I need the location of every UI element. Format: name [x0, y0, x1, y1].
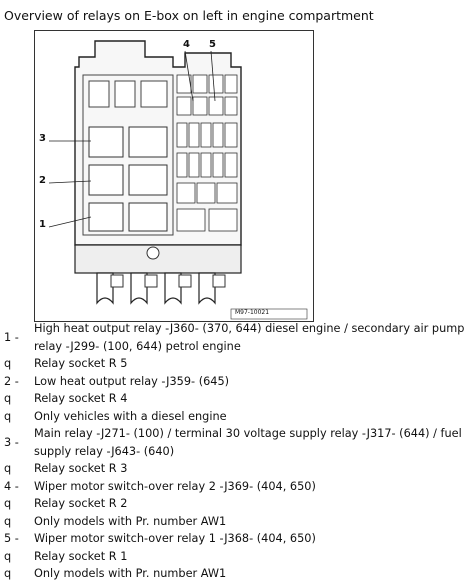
- legend-item: [4, 320, 470, 355]
- callout-5: 5: [209, 39, 216, 50]
- legend-text: Wiper motor switch-over relay 2 -J369- (404, 650): [34, 479, 316, 493]
- legend-text: Only vehicles with a diesel engine: [34, 409, 227, 423]
- legend-item: [4, 355, 470, 373]
- legend-marker: 4 -: [4, 479, 19, 493]
- legend-marker: q: [4, 497, 12, 510]
- legend-item: [4, 390, 470, 408]
- relay-box-diagram: [34, 30, 314, 322]
- legend-text: High heat output relay -J360- (370, 644) diesel engine / secondary air pump relay -J299- (100, 644) petrol engine: [34, 322, 465, 353]
- legend-text: Wiper motor switch-over relay 1 -J368- (404, 650): [34, 532, 316, 545]
- callout-2: 2: [39, 175, 46, 186]
- legend-item: [4, 565, 470, 583]
- legend-text: Only models with Pr. number AW1: [34, 514, 227, 528]
- legend-item: [4, 460, 470, 478]
- legend-marker: q: [4, 357, 12, 370]
- callout-1: 1: [39, 219, 46, 230]
- relay-box-drawing: [35, 31, 313, 321]
- legend-marker: 2 -: [4, 374, 19, 388]
- legend-marker: q: [4, 392, 12, 405]
- legend-item: [4, 530, 470, 548]
- legend-marker: 3 -: [4, 435, 19, 449]
- legend-item: [4, 548, 470, 566]
- legend-text: Main relay -J271- (100) / terminal 30 voltage supply relay -J317- (644) / fuel supply relay -J643- (640): [34, 427, 462, 458]
- legend-item: [4, 408, 470, 426]
- callout-4: 4: [183, 39, 190, 50]
- legend-marker: q: [4, 409, 12, 423]
- legend-text: Low heat output relay -J359- (645): [34, 374, 230, 388]
- legend-marker: 5 -: [4, 532, 19, 545]
- page-title: Overview of relays on E-box on left in engine compartment: [4, 8, 374, 23]
- legend-marker: q: [4, 567, 12, 580]
- legend-item: [4, 478, 470, 496]
- legend-text: Relay socket R 5: [34, 357, 128, 370]
- legend-item: [4, 513, 470, 531]
- legend-list: [4, 320, 470, 583]
- legend-marker: q: [4, 549, 12, 563]
- legend-item: [4, 373, 470, 391]
- legend-text: Only models with Pr. number AW1: [34, 567, 227, 580]
- legend-text: Relay socket R 2: [34, 497, 128, 510]
- legend-text: Relay socket R 4: [34, 392, 128, 405]
- legend-marker: 1 -: [4, 330, 19, 344]
- legend-text: Relay socket R 1: [34, 549, 128, 563]
- legend-marker: q: [4, 514, 12, 528]
- legend-marker: q: [4, 462, 12, 475]
- legend-text: Relay socket R 3: [34, 462, 128, 475]
- legend-item: [4, 425, 470, 460]
- legend-item: [4, 495, 470, 513]
- figure-reference: M97-10021: [235, 309, 270, 316]
- callout-3: 3: [39, 133, 46, 144]
